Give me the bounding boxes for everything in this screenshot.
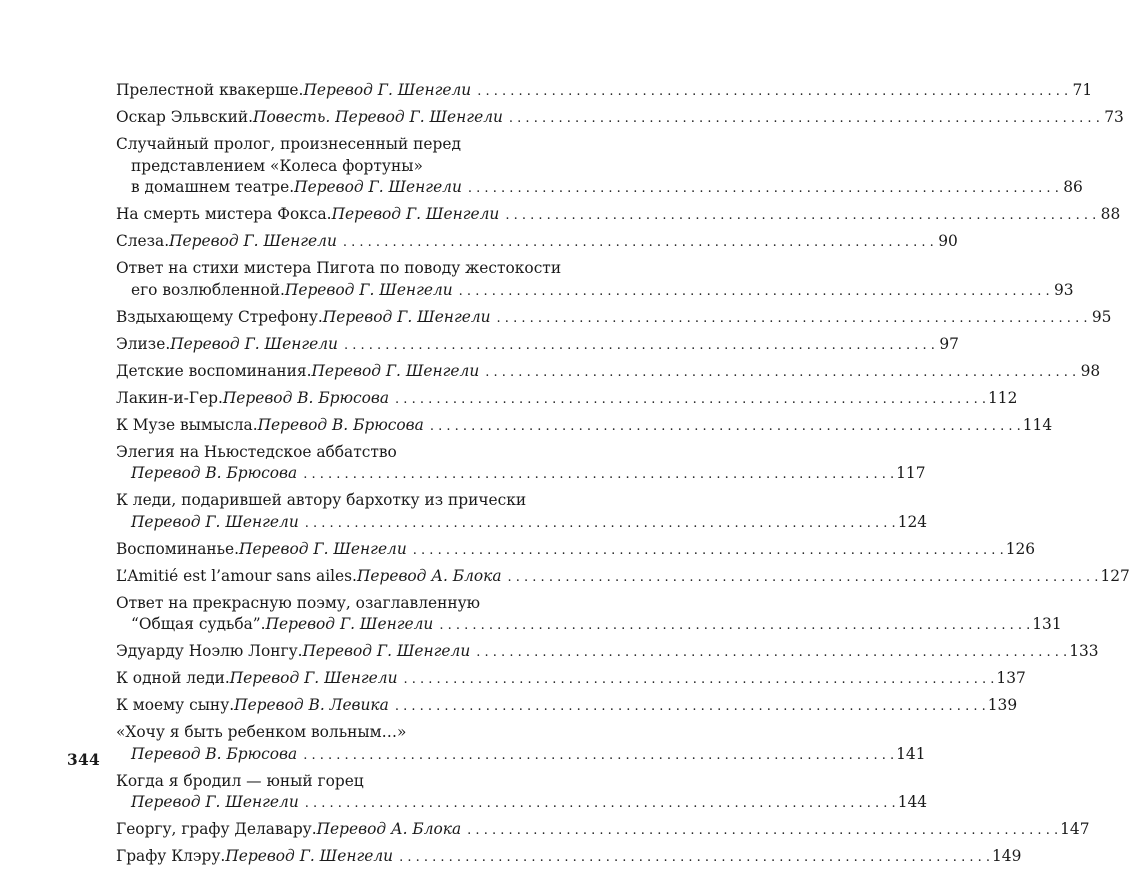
toc-entry — [116, 204, 1121, 227]
toc-translator: Перевод Г. Шенгели — [131, 512, 299, 531]
toc-page-number: 114 — [1022, 415, 1053, 434]
toc-line — [116, 614, 1062, 637]
dot-leader — [505, 205, 1096, 227]
toc-line — [116, 819, 1090, 842]
dot-leader — [403, 669, 994, 691]
toc-title: Лакин-и-Гер. — [116, 388, 223, 407]
toc-title: Графу Клэру. — [116, 847, 226, 865]
toc-entry — [116, 695, 1018, 718]
toc-line — [116, 512, 928, 535]
toc-line — [116, 204, 1121, 227]
toc-entry — [116, 258, 1074, 302]
toc-page-number: 139 — [987, 696, 1018, 714]
toc-line — [116, 156, 534, 178]
toc-translator: Перевод Г. Шенгели — [294, 178, 462, 196]
toc-translator: Перевод Г. Шенгели — [169, 232, 337, 250]
dot-leader — [467, 820, 1058, 842]
toc-entry — [116, 107, 1124, 130]
toc-entry — [116, 442, 926, 486]
toc-line — [116, 258, 562, 280]
toc-title: Случайный пролог, произнесенный перед — [116, 135, 461, 153]
toc-page-number: 98 — [1080, 361, 1101, 380]
toc-entry — [116, 539, 1036, 562]
dot-leader — [430, 416, 1021, 438]
toc-entry — [116, 641, 1099, 664]
toc-line — [116, 744, 926, 767]
toc-line — [116, 771, 534, 793]
toc-line — [116, 641, 1099, 664]
toc-page-number: 141 — [896, 744, 926, 763]
toc-line — [116, 490, 534, 512]
dot-leader — [413, 540, 1004, 562]
toc-title: Георгу, графу Делавару. — [116, 820, 317, 838]
toc-page-number: 127 — [1100, 566, 1130, 585]
toc-entry — [116, 231, 958, 254]
toc-page-number: 126 — [1005, 539, 1036, 558]
toc-page-number: 97 — [939, 334, 959, 353]
toc-title: «Хочу я быть ребенком вольным…» — [116, 723, 407, 741]
toc-translator: Перевод Г. Шенгели — [322, 307, 491, 326]
toc-title: его возлюбленной. — [131, 280, 285, 299]
toc-page-number: 147 — [1060, 820, 1090, 838]
toc-translator: Перевод Г. Шенгели — [311, 361, 480, 380]
toc-translator: Перевод Г. Шенгели — [239, 539, 407, 558]
toc-line — [116, 722, 534, 744]
toc-title: Оскар Эльвский. — [116, 108, 254, 126]
toc-translator: Перевод В. Брюсова — [222, 388, 390, 407]
toc-entry — [116, 361, 1101, 384]
toc-translator: Перевод В. Брюсова — [131, 464, 298, 482]
toc-translator: Повесть. Перевод Г. Шенгели — [253, 108, 503, 126]
dot-leader — [497, 308, 1088, 330]
toc-page-number: 95 — [1091, 307, 1112, 326]
toc-translator: Перевод Г. Шенгели — [303, 81, 472, 99]
toc-line — [116, 334, 959, 357]
toc-title: Ответ на прекрасную поэму, озаглавленную — [116, 593, 481, 612]
toc-title: Детские воспоминания. — [116, 361, 312, 380]
toc-entry — [116, 388, 1018, 411]
toc-title: К одной леди. — [116, 669, 230, 687]
toc-page-number: 86 — [1063, 178, 1083, 196]
toc-line — [116, 539, 1036, 562]
toc-entry — [116, 668, 1026, 691]
toc-title: Эдуарду Ноэлю Лонгу. — [116, 642, 303, 660]
page-number: 344 — [67, 751, 101, 769]
toc-line — [116, 593, 534, 615]
toc-entry — [116, 846, 1022, 869]
dot-leader — [305, 793, 896, 815]
toc-line — [116, 231, 958, 254]
toc-entry — [116, 415, 1053, 438]
toc-title: К моему сыну. — [116, 696, 235, 714]
dot-leader — [395, 696, 986, 718]
toc-line — [116, 80, 1093, 103]
dot-leader — [459, 281, 1050, 303]
toc-line — [116, 566, 1130, 589]
toc-entry — [116, 490, 928, 534]
toc-translator: Перевод Г. Шенгели — [284, 280, 453, 299]
toc-title: Воспоминанье. — [116, 539, 240, 558]
toc-page-number: 149 — [992, 847, 1022, 865]
toc-translator: Перевод Г. Шенгели — [131, 793, 299, 811]
toc-line — [116, 695, 1018, 718]
dot-leader — [303, 745, 894, 767]
toc-translator: Перевод В. Брюсова — [131, 744, 298, 763]
toc-entry — [116, 771, 928, 815]
toc-page-number: 117 — [896, 464, 926, 482]
toc-translator: Перевод А. Блока — [316, 820, 462, 838]
toc-page-number: 133 — [1069, 642, 1099, 660]
toc-translator: Перевод Г. Шенгели — [229, 669, 398, 687]
toc-page-number: 73 — [1104, 108, 1124, 126]
toc-translator: Перевод Г. Шенгели — [331, 205, 500, 223]
toc-entry — [116, 134, 1083, 200]
dot-leader — [477, 81, 1068, 103]
toc-entry — [116, 80, 1093, 103]
toc-translator: Перевод Г. Шенгели — [302, 642, 471, 660]
toc-entry — [116, 307, 1112, 330]
toc-page-number: 112 — [987, 388, 1018, 407]
toc-entry — [116, 593, 1062, 637]
toc-line — [116, 280, 1074, 303]
toc-translator: Перевод Г. Шенгели — [265, 615, 434, 633]
toc-title: Ответ на стихи мистера Пигота по поводу жестокости — [116, 259, 562, 277]
dot-leader — [305, 513, 896, 535]
toc-page-number: 90 — [938, 232, 958, 250]
toc-title: К леди, подарившей автору бархотку из прически — [116, 491, 527, 509]
toc-title: Слеза. — [116, 232, 170, 250]
toc-title: Когда я бродил — юный горец — [116, 771, 364, 790]
toc-entry — [116, 334, 959, 357]
toc-translator: Перевод А. Блока — [356, 566, 502, 585]
dot-leader — [303, 464, 894, 486]
toc-page-number: 124 — [897, 512, 928, 531]
toc-line — [116, 388, 1018, 411]
toc-translator: Перевод В. Брюсова — [257, 415, 424, 434]
toc-line — [116, 442, 534, 464]
toc-translator: Перевод Г. Шенгели — [170, 334, 338, 353]
toc-page-number: 137 — [996, 669, 1026, 687]
dot-leader — [399, 847, 990, 869]
toc-entry — [116, 819, 1090, 842]
dot-leader — [485, 362, 1076, 384]
toc-title: На смерть мистера Фокса. — [116, 205, 332, 223]
toc-line — [116, 415, 1053, 438]
toc-title: L’Amitié est l’amour sans ailes. — [116, 566, 357, 585]
toc-translator: Перевод В. Левика — [234, 696, 389, 714]
dot-leader — [343, 232, 934, 254]
toc-line — [116, 134, 534, 156]
dot-leader — [508, 567, 1099, 589]
toc-page-number: 88 — [1100, 205, 1121, 223]
dot-leader — [509, 108, 1100, 130]
toc-entry — [116, 722, 926, 766]
toc-page-number: 131 — [1032, 615, 1062, 633]
toc-title: Элизе. — [116, 334, 171, 353]
toc-title: К Музе вымысла. — [116, 415, 258, 434]
toc-title: представлением «Колеса фортуны» — [131, 156, 423, 175]
toc-page-number: 71 — [1072, 81, 1093, 99]
toc-line — [116, 792, 928, 815]
toc-line — [116, 307, 1112, 330]
table-of-contents — [116, 80, 1130, 873]
toc-page-number: 144 — [897, 793, 928, 811]
toc-line — [116, 668, 1026, 691]
toc-translator: Перевод Г. Шенгели — [225, 847, 394, 865]
dot-leader — [395, 389, 986, 411]
toc-line — [116, 846, 1022, 869]
toc-line — [116, 361, 1101, 384]
dot-leader — [476, 642, 1067, 664]
toc-line — [116, 107, 1124, 130]
dot-leader — [439, 615, 1030, 637]
toc-line — [116, 463, 926, 486]
dot-leader — [344, 335, 935, 357]
toc-title: Прелестной квакерше. — [116, 81, 304, 99]
dot-leader — [468, 178, 1059, 200]
toc-title: “Общая судьба”. — [131, 615, 266, 633]
toc-entry — [116, 566, 1130, 589]
toc-title: в домашнем театре. — [131, 178, 295, 196]
toc-title: Вздыхающему Стрефону. — [116, 307, 323, 326]
toc-line — [116, 177, 1083, 200]
toc-page-number: 93 — [1054, 280, 1074, 299]
toc-title: Элегия на Ньюстедское аббатство — [116, 442, 397, 461]
